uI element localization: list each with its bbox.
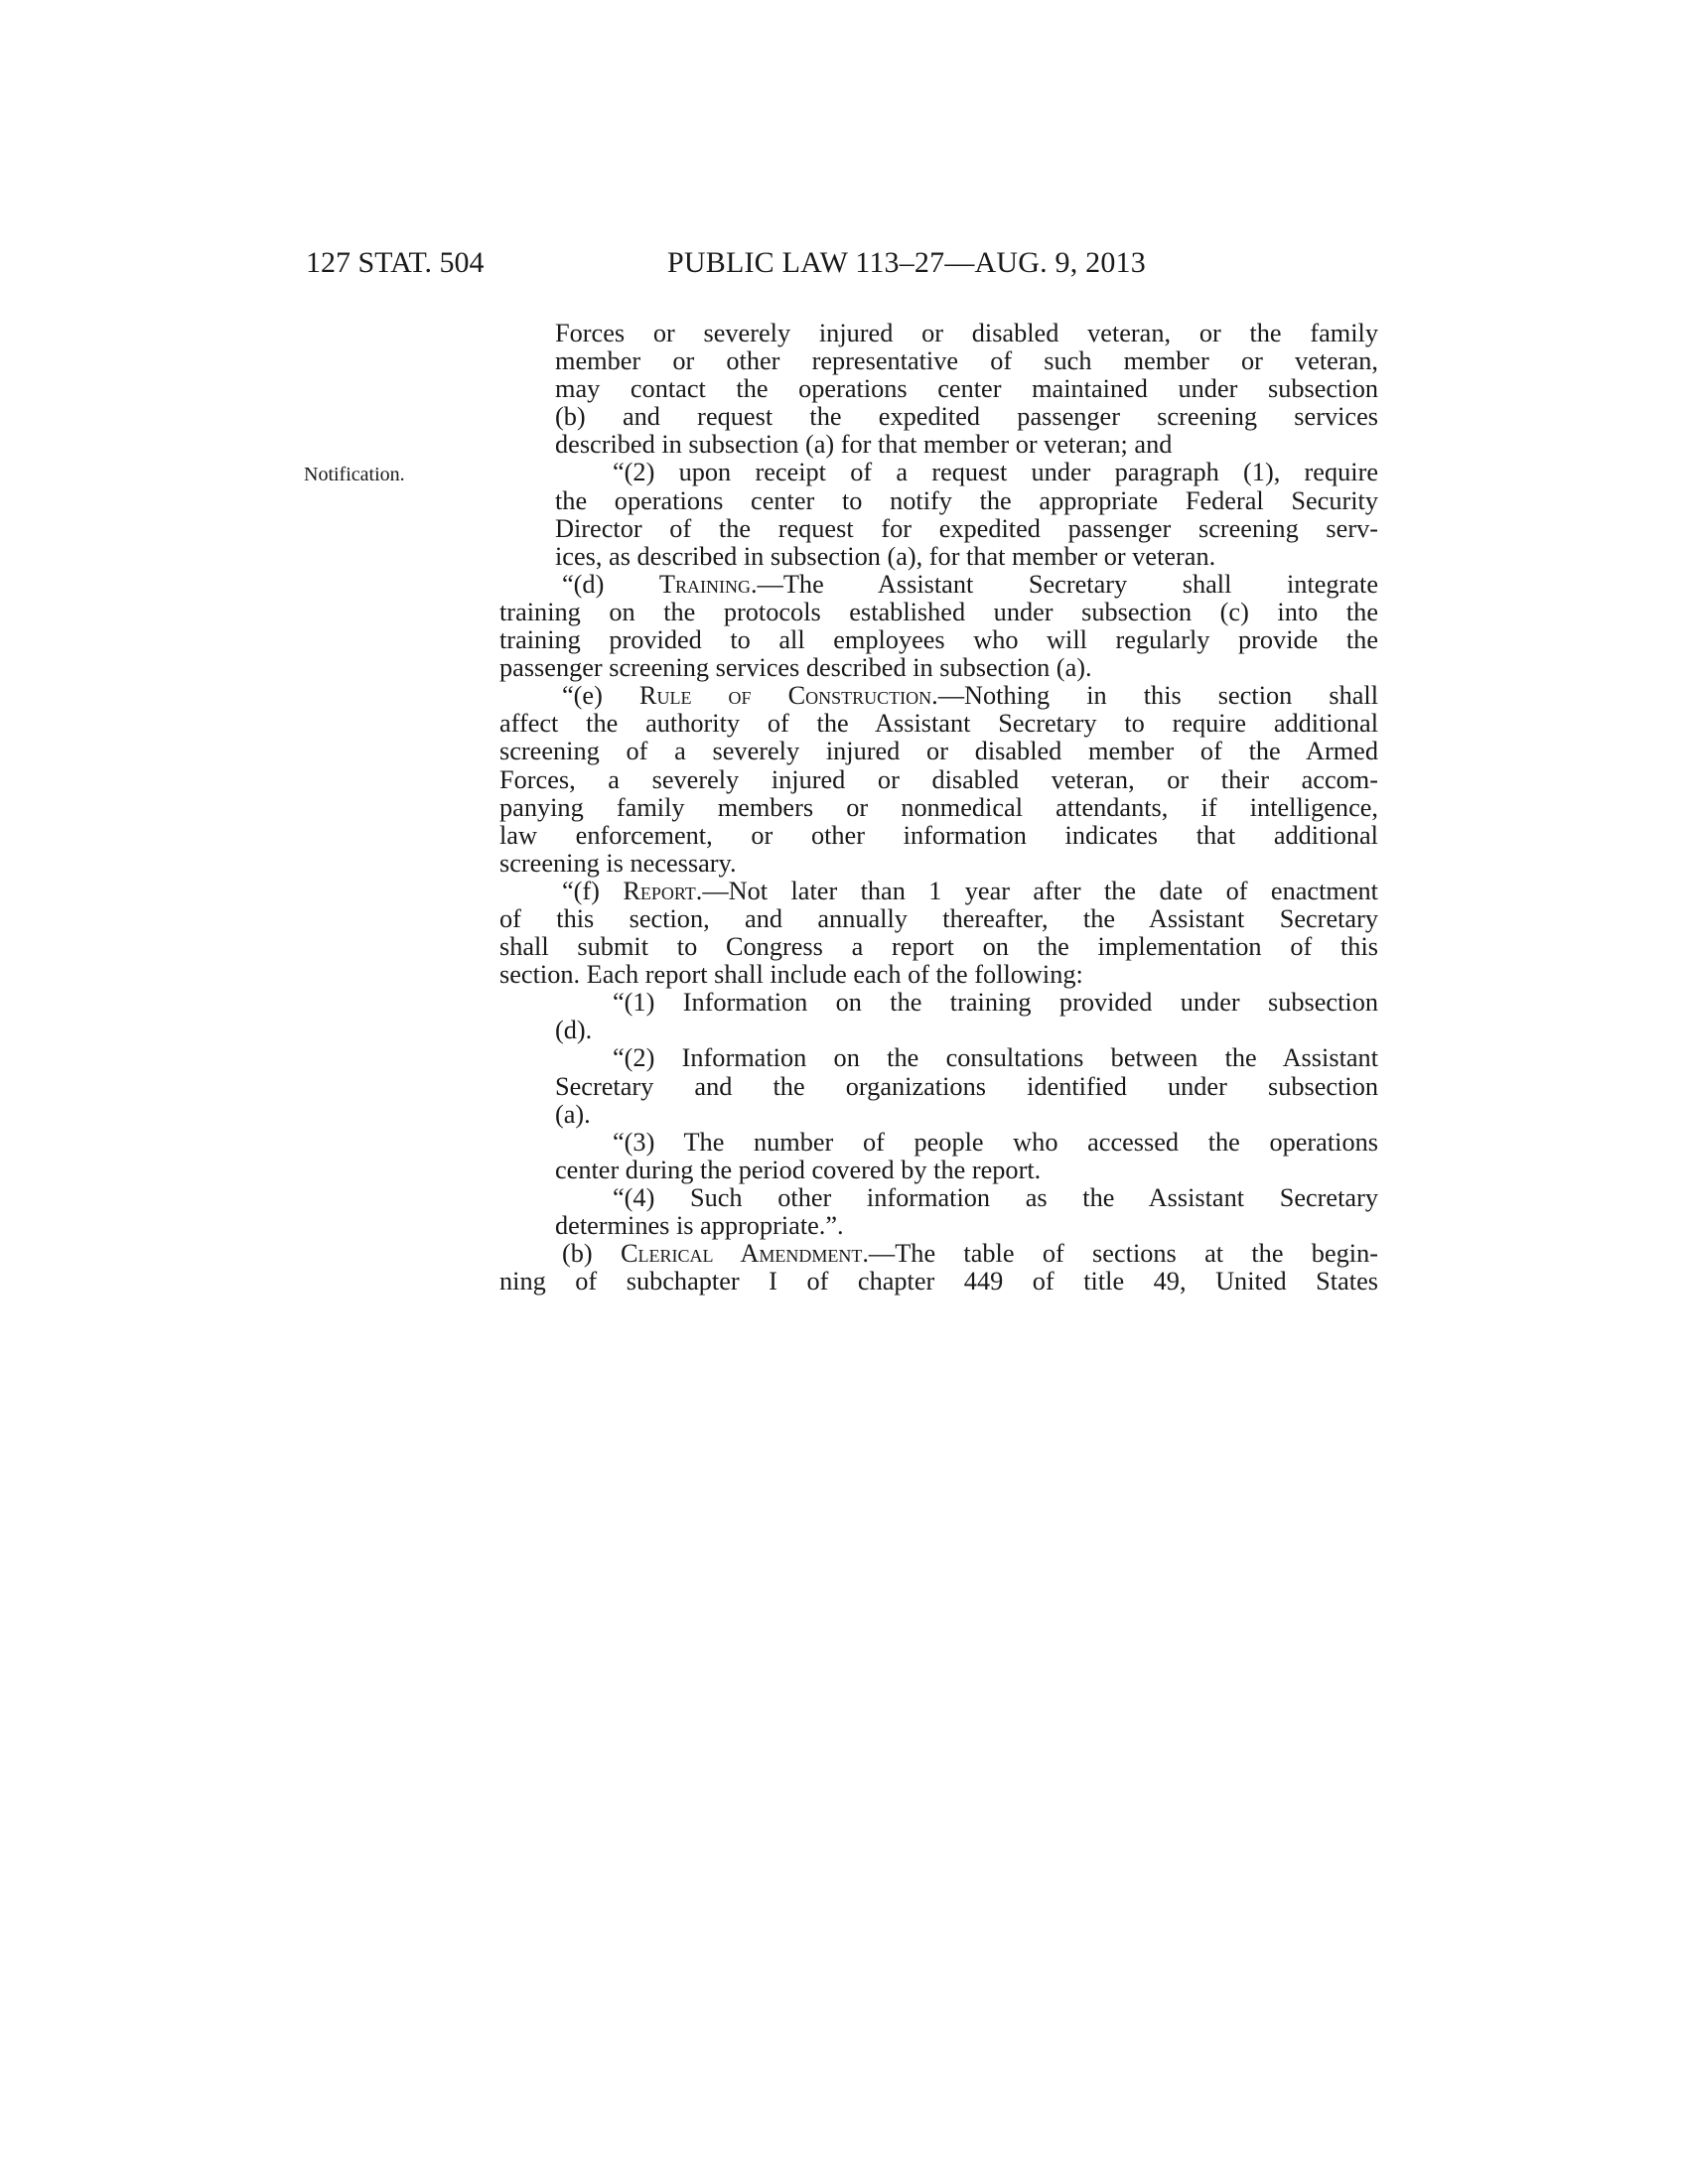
- text-line: ning of subchapter I of chapter 449 of title 49, United States: [499, 1267, 1378, 1297]
- text-line: the operations center to notify the appropriate Federal Security: [555, 485, 1378, 515]
- text-line: of this section, and annually thereafter, the Assistant Secretary: [499, 903, 1378, 933]
- text-line: “(3) The number of people who accessed the operations: [613, 1127, 1378, 1157]
- text-run: .—Nothing in this section shall: [931, 681, 1379, 711]
- text-run: .—The Assistant Secretary shall integrate: [750, 569, 1378, 599]
- text-line: Forces, a severely injured or disabled veteran, or their accom-: [499, 764, 1378, 794]
- text-line: passenger screening services described in subsection (a).: [499, 653, 1092, 683]
- text-line: ices, as described in subsection (a), for that member or veteran.: [555, 541, 1216, 571]
- text-line: center during the period covered by the report.: [555, 1155, 1042, 1184]
- text-line: section. Each report shall include each of the following:: [499, 960, 1083, 990]
- section-heading: Rule of Construction: [638, 681, 932, 711]
- text-run: .—The table of sections at the begin-: [862, 1239, 1378, 1269]
- text-line: [499, 682, 1378, 710]
- text-line: may contact the operations center maintained under subsection: [555, 374, 1378, 404]
- text-line: “(2) upon receipt of a request under paragraph (1), require: [613, 458, 1378, 487]
- text-line: (d).: [555, 1016, 593, 1045]
- text-run: “(d): [562, 569, 659, 599]
- text-line: [499, 1240, 1378, 1268]
- text-run: “(f): [562, 876, 624, 905]
- text-line: Secretary and the organizations identified under subsection: [555, 1071, 1378, 1101]
- body-text: [499, 320, 1378, 1296]
- text-line: determines is appropriate.”.: [555, 1211, 844, 1240]
- text-line: “(4) Such other information as the Assistant Secretary: [613, 1182, 1378, 1212]
- text-line: (a).: [555, 1099, 591, 1129]
- text-line: shall submit to Congress a report on the implementation of this: [499, 932, 1378, 962]
- text-line: [499, 571, 1378, 599]
- statute-page-reference: 127 STAT. 504: [306, 246, 485, 279]
- text-line: screening of a severely injured or disabled member of the Armed: [499, 737, 1378, 766]
- page-header: [0, 246, 1688, 286]
- text-line: training provided to all employees who will regularly provide the: [499, 625, 1378, 655]
- text-run: “(e): [562, 681, 639, 711]
- text-line: (b) and request the expedited passenger screening services: [555, 402, 1378, 432]
- text-line: affect the authority of the Assistant Secretary to require additional: [499, 709, 1378, 739]
- text-run: (b): [562, 1239, 621, 1269]
- text-line: “(2) Information on the consultations between the Assistant: [613, 1043, 1378, 1073]
- text-line: member or other representative of such member or veteran,: [555, 346, 1378, 376]
- running-title: PUBLIC LAW 113–27—AUG. 9, 2013: [667, 246, 1146, 279]
- text-line: panying family members or nonmedical attendants, if intelligence,: [499, 792, 1378, 822]
- text-line: Director of the request for expedited passenger screening serv-: [555, 513, 1378, 543]
- text-line: described in subsection (a) for that member or veteran; and: [555, 430, 1173, 460]
- section-heading: Training: [658, 569, 751, 599]
- section-heading: Clerical Amendment: [620, 1239, 863, 1269]
- section-heading: Report: [623, 876, 696, 905]
- text-line: training on the protocols established under subsection (c) into the: [499, 597, 1378, 626]
- text-line: “(1) Information on the training provided under subsection: [613, 988, 1378, 1018]
- text-line: law enforcement, or other information indicates that additional: [499, 820, 1378, 850]
- text-run: .—Not later than 1 year after the date of enactment: [695, 876, 1378, 905]
- text-line: Forces or severely injured or disabled veteran, or the family: [555, 319, 1378, 347]
- margin-note-notification: Notification.: [304, 464, 405, 485]
- text-line: [499, 878, 1378, 905]
- text-line: screening is necessary.: [499, 848, 737, 878]
